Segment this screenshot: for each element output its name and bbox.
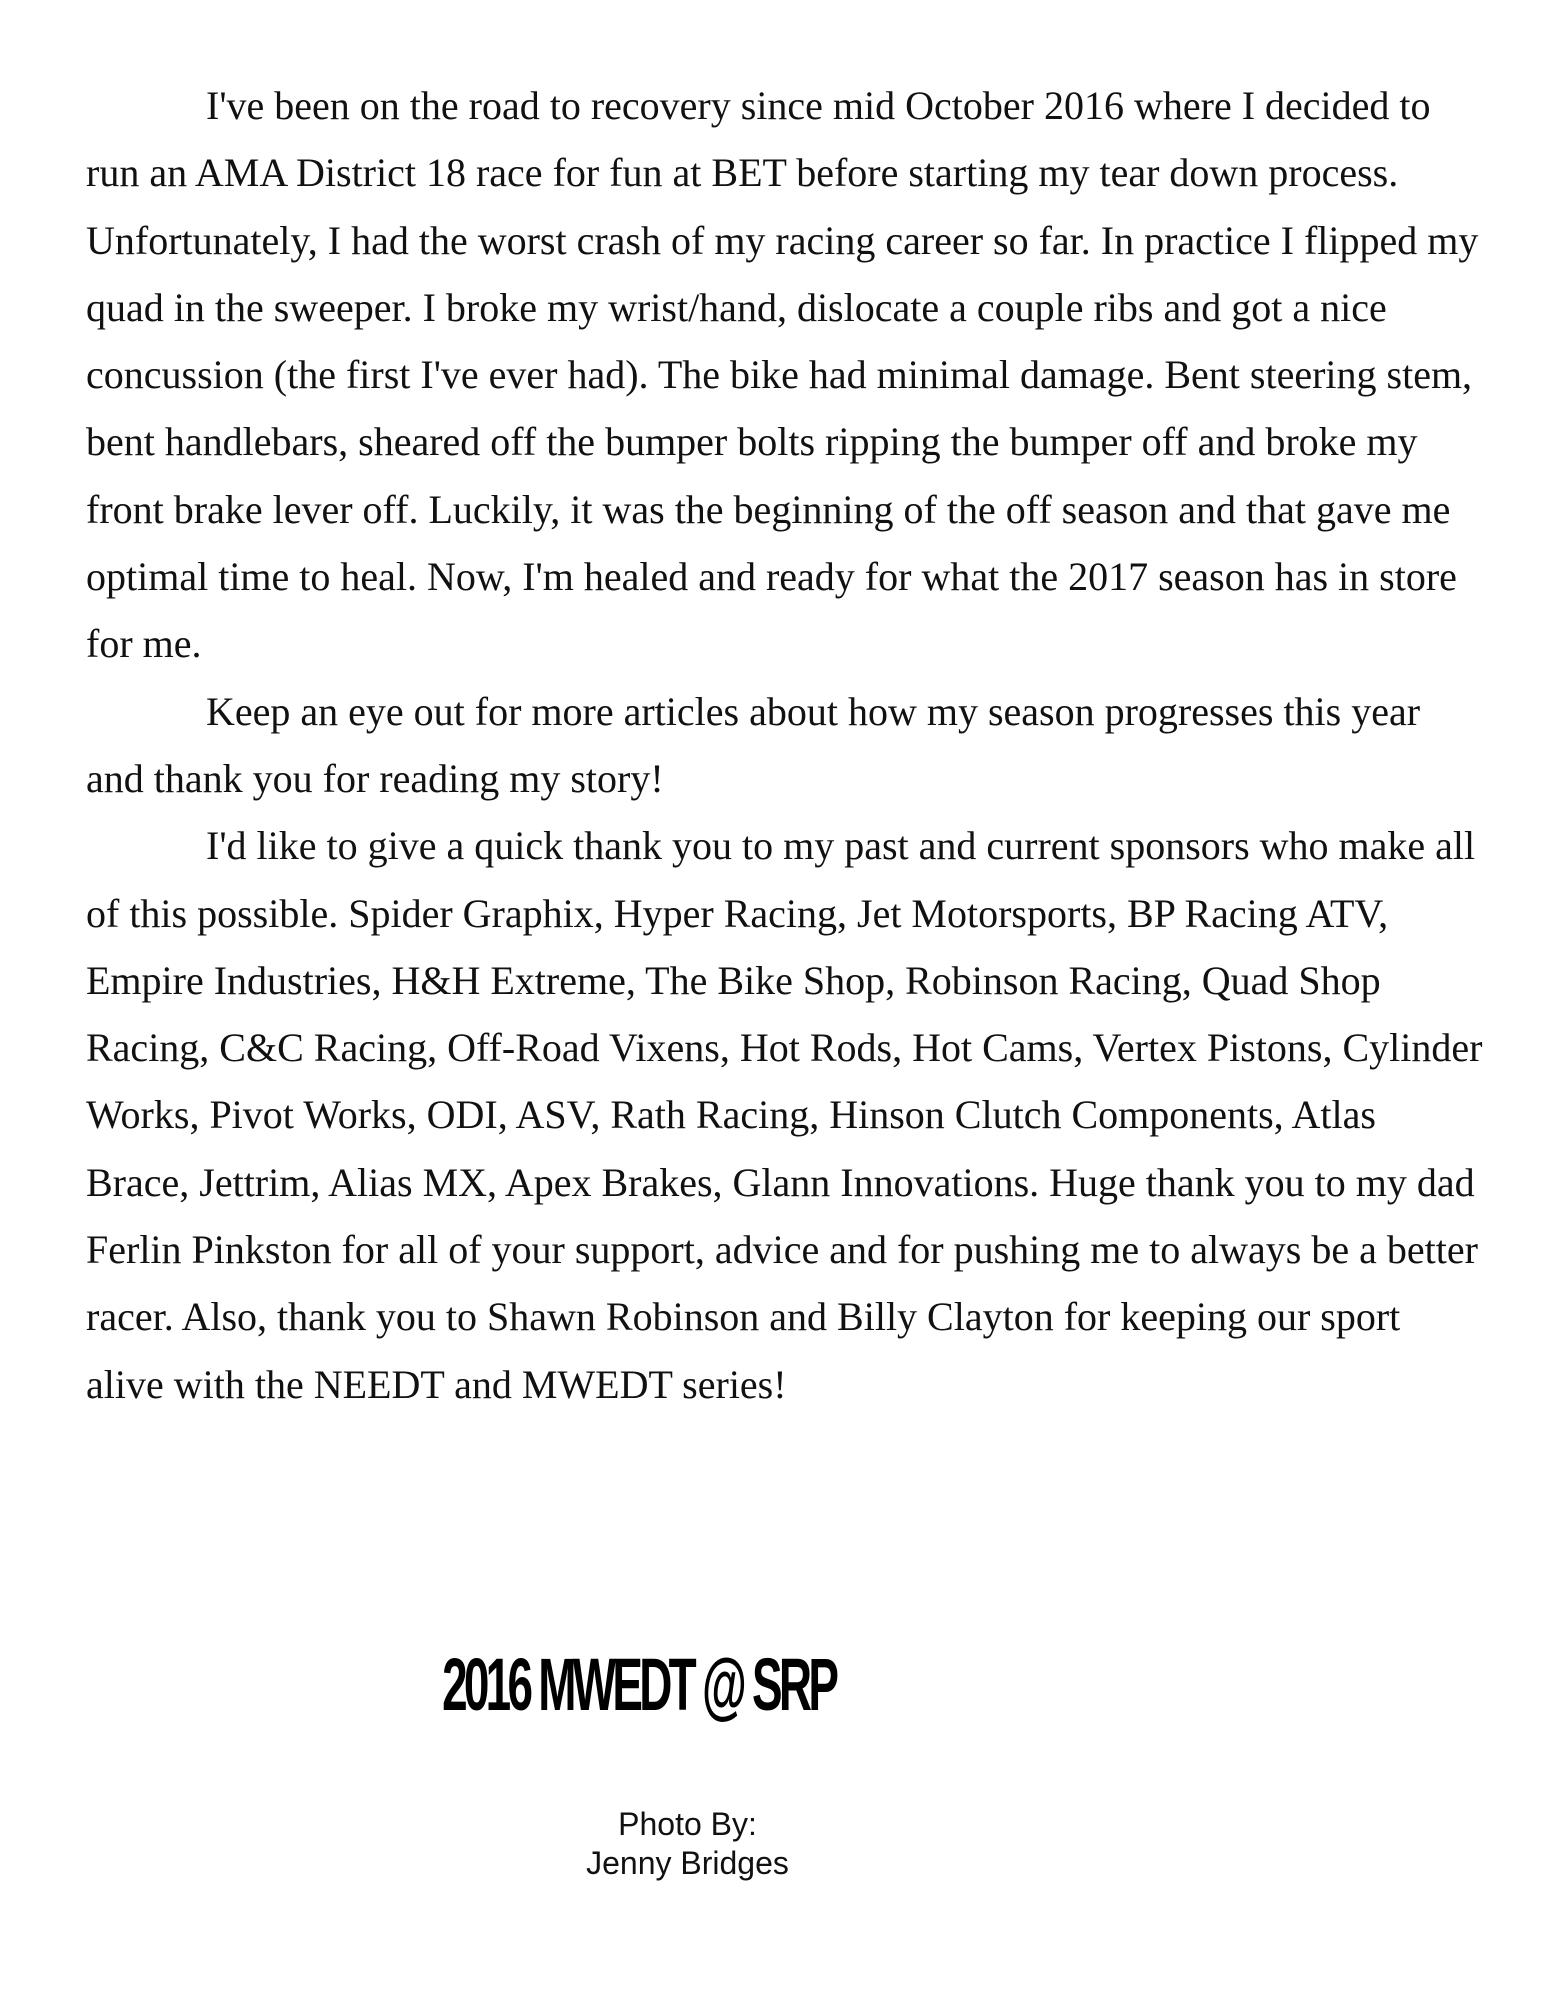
photo-credit-label: Photo By: xyxy=(618,1806,757,1842)
paragraph-sponsors: I'd like to give a quick thank you to my past and current sponsors who make all of this possible. Spider Graphix, Hyper Racing, Jet Motorsports, BP Racing ATV, Empire Industries, H&H Extreme, The Bike Shop, Robinson Racing, Quad Shop Racing, C&C Racing, Off-Road Vixens, Hot Rods, Hot Cams, Vertex Pistons, Cylinder Works, Pivot Works, ODI, ASV, Rath Racing, Hinson Clutch Components, Atlas Brace, Jettrim, Alias MX, Apex Brakes, Glann Innovations. Huge thank you to my dad Ferlin Pinkston for all of your support, advice and for pushing me to always be a better racer. Also, thank you to Shawn Robinson and Billy Clayton for keeping our sport alive with the NEEDT and MWEDT series! xyxy=(86,823,1483,1407)
paragraph-season-articles: Keep an eye out for more articles about how my season progresses this year and thank you for reading my story! xyxy=(86,688,1421,801)
photo-credit-name: Jenny Bridges xyxy=(586,1845,789,1881)
photo-credit xyxy=(520,1805,855,1883)
article-body xyxy=(86,72,1486,1418)
paragraph-recovery: I've been on the road to recovery since mid October 2016 where I decided to run an AMA District 18 race for fun at BET before starting my tear down process. Unfortunately, I had the worst crash of my racing career so far. In practice I flipped my quad in the sweeper. I broke my wrist/hand, dislocate a couple ribs and got a nice concussion (the first I've ever had). The bike had minimal damage. Bent steering stem, bent handlebars, sheared off the bumper bolts ripping the bumper off and broke my front brake lever off. Luckily, it was the beginning of the off season and that gave me optimal time to heal. Now, I'm healed and ready for what the 2017 season has in store for me. xyxy=(86,83,1479,667)
photo-caption: 2016 MWEDT @ SRP xyxy=(442,1643,836,1726)
